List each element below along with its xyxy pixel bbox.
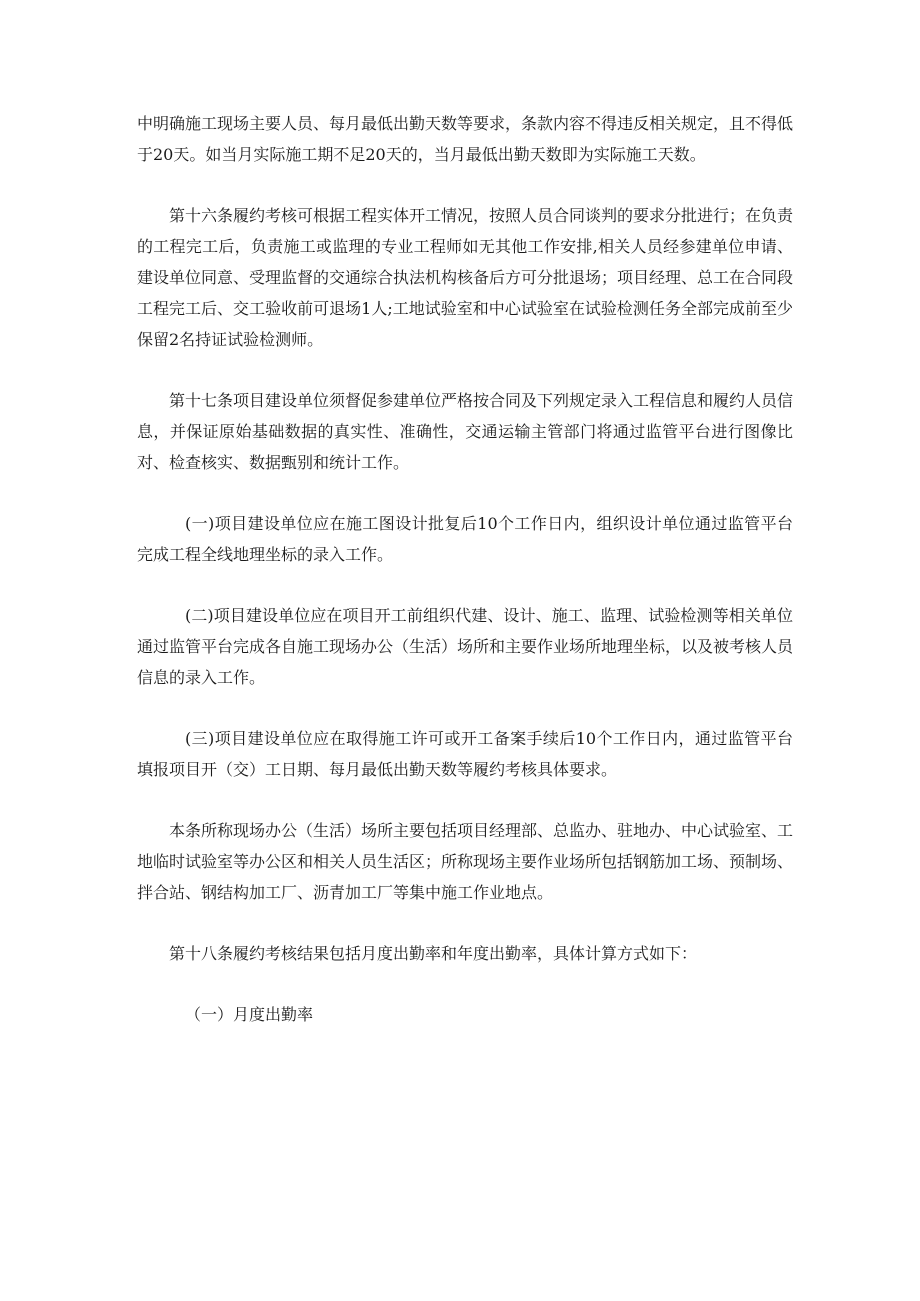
paragraph-17-item-1: (一)项目建设单位应在施工图设计批复后10个工作日内，组织设计单位通过监管平台完成工程全线地理坐标的录入工作。 <box>137 514 793 564</box>
paragraph-17-item-3: (三)项目建设单位应在取得施工许可或开工备案手续后10个工作日内，通过监管平台填报项目开（交）工日期、每月最低出勤天数等履约考核具体要求。 <box>137 729 793 779</box>
paragraph-article-18: 第十八条履约考核结果包括月度出勤率和年度出勤率，具体计算方式如下： <box>169 944 698 963</box>
paragraph-17-note: 本条所称现场办公（生活）场所主要包括项目经理部、总监办、驻地办、中心试验室、工地临时试验室等办公区和相关人员生活区；所称现场主要作业场所包括钢筋加工场、预制场、拌合站、钢结构加工厂、沥青加工厂等集中施工作业地点。 <box>137 821 794 902</box>
document-body <box>137 108 793 1060</box>
paragraph-18-item-1: （一）月度出勤率 <box>185 1005 314 1024</box>
paragraph-article-17: 第十七条项目建设单位须督促参建单位严格按合同及下列规定录入工程信息和履约人员信息，并保证原始基础数据的真实性、准确性，交通运输主管部门将通过监管平台进行图像比对、检查核实、数据甄别和统计工作。 <box>137 391 794 472</box>
paragraph-article-16: 第十六条履约考核可根据工程实体开工情况，按照人员合同谈判的要求分批进行；在负责的工程完工后，负责施工或监理的专业工程师如无其他工作安排,相关人员经参建单位申请、建设单位同意、受理监督的交通综合执法机构核备后方可分批退场；项目经理、总工在合同段工程完工后、交工验收前可退场1人;工地试验室和中心试验室在试验检测任务全部完成前至少保留2名持证试验检测师。 <box>137 206 794 349</box>
paragraph-continued: 中明确施工现场主要人员、每月最低出勤天数等要求，条款内容不得违反相关规定，且不得低于20天。如当月实际施工期不足20天的，当月最低出勤天数即为实际施工天数。 <box>137 114 794 164</box>
paragraph-17-item-2: (二)项目建设单位应在项目开工前组织代建、设计、施工、监理、试验检测等相关单位通过监管平台完成各自施工现场办公（生活）场所和主要作业场所地理坐标，以及被考核人员信息的录入工作。 <box>137 606 794 687</box>
